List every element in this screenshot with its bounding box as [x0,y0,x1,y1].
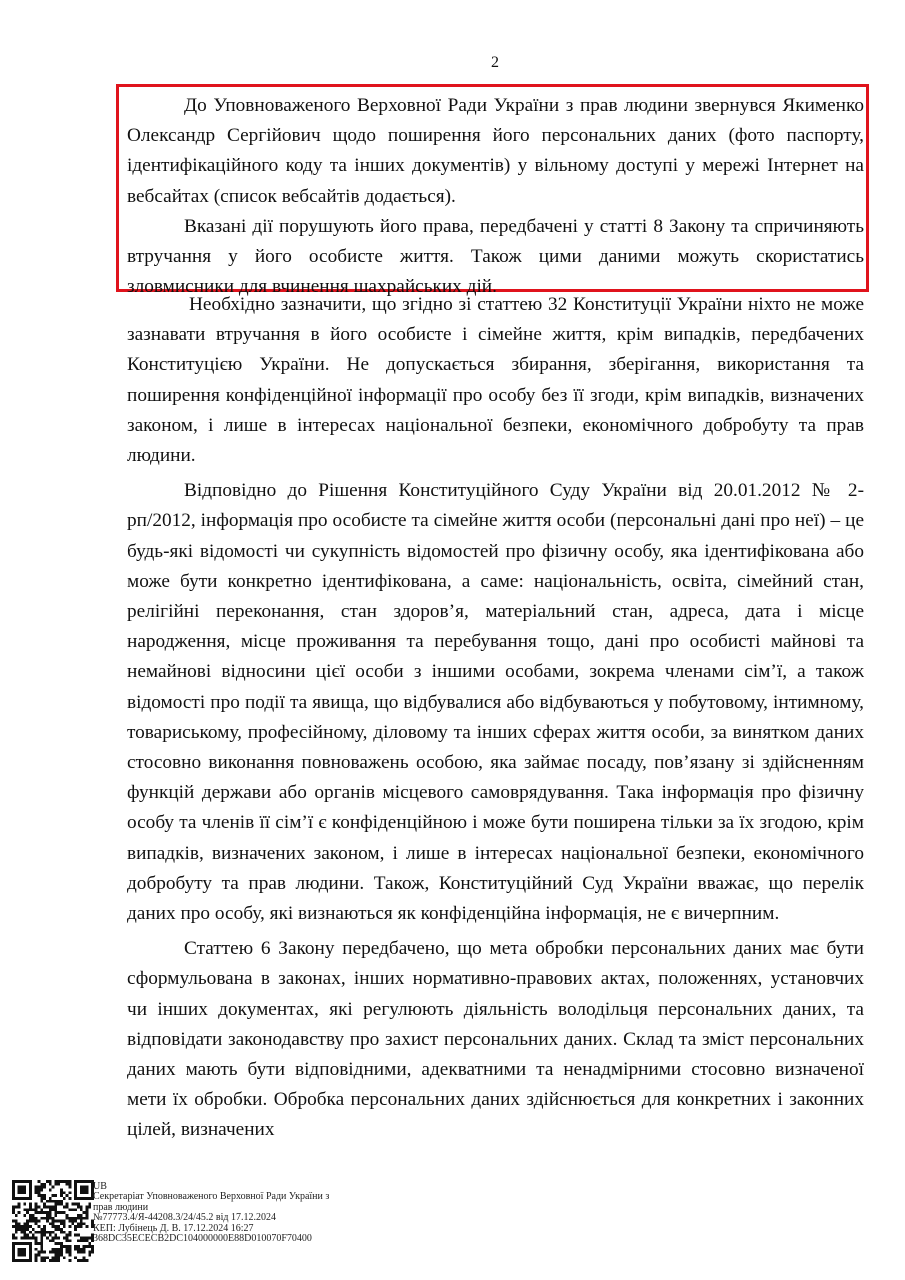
paragraph: До Уповноваженого Верховної Ради України з прав людини звернувся Якименко Олександр Сергійович щодо поширення його персональних даних (фото паспорту, ідентифікаційного коду та інших документів) у вільному доступі у мережі Інтернет на вебсайтах (список вебсайтів додається). [127,95,864,207]
qr-code-icon [12,1180,94,1262]
stamp-line: прав людини [93,1201,149,1213]
stamp-line: UB [93,1181,107,1192]
stamp-line: КЕП: Лубінець Д. В. 17.12.2024 16:27 [93,1222,254,1234]
stamp-text [93,1182,329,1244]
paragraph: Статтею 6 Закону передбачено, що мета обробки персональних даних має бути сформульована в законах, інших нормативно-правових актах, положеннях, установчих чи інших документах, які регулюють діяльність володільця персональних даних, та відповідати законодавству про захист персональних даних. Склад та зміст персональних даних мають бути відповідними, адекватними та ненадмірними стосовно визначеної мети їх обробки. Обробка персональних даних здійснюється для конкретних і законних цілей, визначених [127,938,864,1141]
paragraph: Вказані дії порушують його права, передбачені у статті 8 Закону та спричиняють втручання у його особисте життя. Також цими даними можуть скористатись зловмисники для вчинення шахрайських дій. [127,215,864,298]
stamp-line: 368DC35ECECB2DC104000000E88D010070F70400 [93,1233,312,1245]
page-number: 2 [491,54,499,71]
body-text [127,290,864,1151]
highlighted-section [127,91,864,302]
paragraph: Відповідно до Рішення Конституційного Суду України від 20.01.2012 № 2-рп/2012, інформація про особисте та сімейне життя особи (персональні дані про неї) – це будь-які відомості чи сукупність відомостей про фізичну особу, яка ідентифікована або може бути конкретно ідентифікована, а саме: національність, освіта, сімейний стан, релігійні переконання, стан здоров’я, матеріальний стан, адреса, дата і місце народження, місце проживання та перебування тощо, дані про особисті майнові та немайнові відносини цієї особи з іншими особами, зокрема членами сім’ї, а також відомості про події та явища, що відбувалися або відбуваються у побутовому, інтимному, товариському, професійному, діловому та інших сферах життя особи, за винятком даних стосовно виконання повноважень особою, яка займає посаду, пов’язану зі здійсненням функцій держави або органів місцевого самоврядування. Така інформація про фізичну особу та членів її сім’ї є конфіденційною і може бути поширена тільки за їх згодою, крім випадків, визначених законом, і лише в інтересах національної безпеки, економічного добробуту та прав людини. Також, Конституційний Суд України вважає, що перелік даних про особу, які визнаються як конфіденційна інформація, не є вичерпним. [127,480,864,925]
paragraph: Необхідно зазначити, що згідно зі статтею 32 Конституції України ніхто не може зазнавати втручання в його особисте і сімейне життя, крім випадків, передбачених Конституцією України. Не допускається збирання, зберігання, використання та поширення конфіденційної інформації про особу без її згоди, крім випадків, визначених законом, і лише в інтересах національної безпеки, економічного добробуту та прав людини. [127,294,864,467]
stamp-line: Секретаріат Уповноваженого Верховної Ради України з [93,1191,330,1203]
stamp-line: №77773.4/Я-44208.3/24/45.2 від 17.12.2024 [93,1212,276,1224]
